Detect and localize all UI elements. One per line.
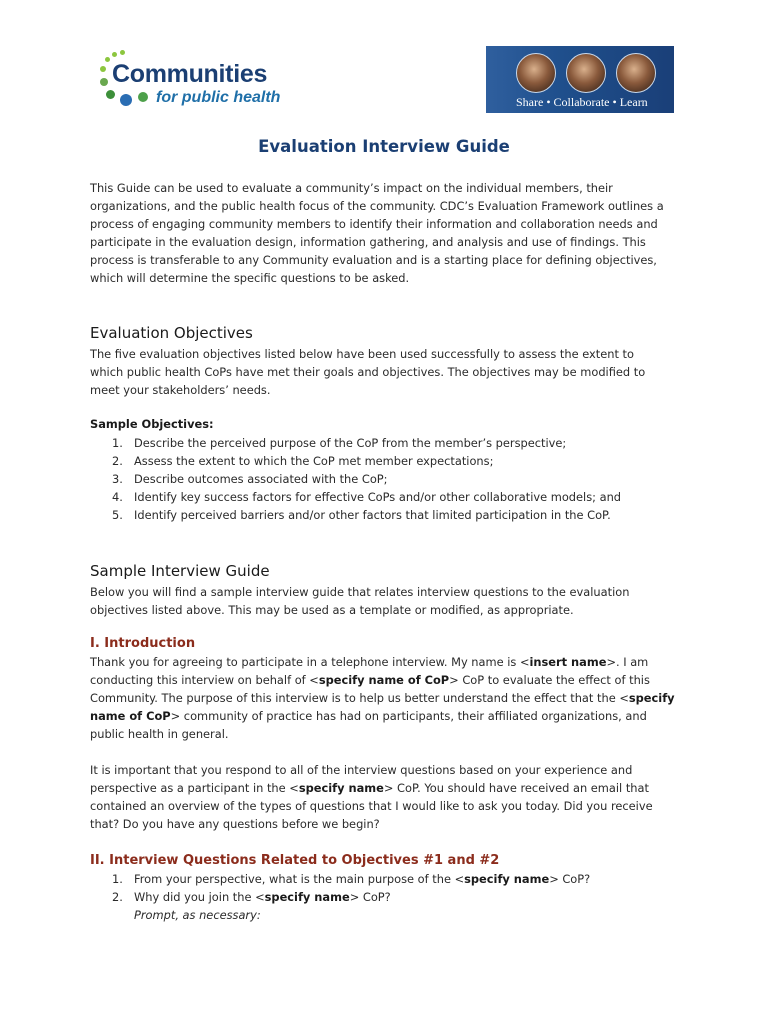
banner-tagline: Share • Collaborate • Learn	[516, 95, 648, 109]
intro-paragraph: This Guide can be used to evaluate a community’s impact on the individual members, their organizations, and the public health focus of the community. CDC’s Evaluation Framework outlines a process of engaging community members to identify their information and collaboration needs and participate in the evaluation design, information gathering, and analysis and use of findings. This process is transferable to any Community evaluation and is a starting place for defining objectives, which will determine the specific questions to be asked.	[90, 181, 664, 285]
interview-guide-paragraph: Below you will find a sample interview guide that relates interview questions to the evaluation objectives listed above. This may be used as a template or modified, as appropriate.	[90, 585, 630, 617]
header-banner	[486, 46, 674, 113]
objectives-list	[112, 434, 621, 524]
list-item: 3. Describe outcomes associated with the CoP;	[112, 472, 388, 486]
interview-guide-heading: Sample Interview Guide	[90, 562, 270, 580]
list-item: 5. Identify perceived barriers and/or other factors that limited participation in the CoP.	[112, 508, 611, 522]
communities-logo	[96, 48, 296, 112]
questions-list	[112, 870, 590, 906]
prompt-note: Prompt, as necessary:	[134, 908, 261, 922]
sample-objectives-heading: Sample Objectives:	[90, 417, 214, 431]
member-photo	[516, 53, 556, 93]
introduction-paragraph-2: It is important that you respond to all of the interview questions based on your experience and perspective as a participant in the <specify name> CoP. You should have received an email that contained an overview of the types of questions that I would like to ask you today. Did you receive that? Do you have any questions before we begin?	[90, 763, 653, 831]
list-item: 2. Assess the extent to which the CoP met member expectations;	[112, 454, 494, 468]
introduction-paragraph-1: Thank you for agreeing to participate in a telephone interview. My name is <insert name>. I am conducting this interview on behalf of <specify name of CoP> CoP to evaluate the effect of this Community. The purpose of this interview is to help us better understand the effect that the <specify name of CoP> community of practice has had on participants, their affiliated organizations, and public health in general.	[90, 655, 675, 741]
list-item: 1. Describe the perceived purpose of the CoP from the member’s perspective;	[112, 436, 567, 450]
objectives-heading: Evaluation Objectives	[90, 324, 253, 342]
logo-subtitle: for public health	[156, 89, 281, 106]
logo-wordmark: Communities	[112, 60, 268, 88]
questions-heading: II. Interview Questions Related to Objectives #1 and #2	[90, 853, 500, 868]
page-title: Evaluation Interview Guide	[258, 137, 510, 156]
list-item: 4. Identify key success factors for effective CoPs and/or other collaborative models; and	[112, 490, 622, 504]
list-item: 1. From your perspective, what is the main purpose of the <specify name> CoP?	[112, 872, 591, 886]
introduction-heading: I. Introduction	[90, 636, 196, 651]
member-photo	[566, 53, 606, 93]
list-item: 2. Why did you join the <specify name> CoP?	[112, 890, 391, 904]
member-photo	[616, 53, 656, 93]
objectives-paragraph: The five evaluation objectives listed below have been used successfully to assess the extent to which public health CoPs have met their goals and objectives. The objectives may be modified to meet your stakeholders’ needs.	[90, 347, 646, 397]
